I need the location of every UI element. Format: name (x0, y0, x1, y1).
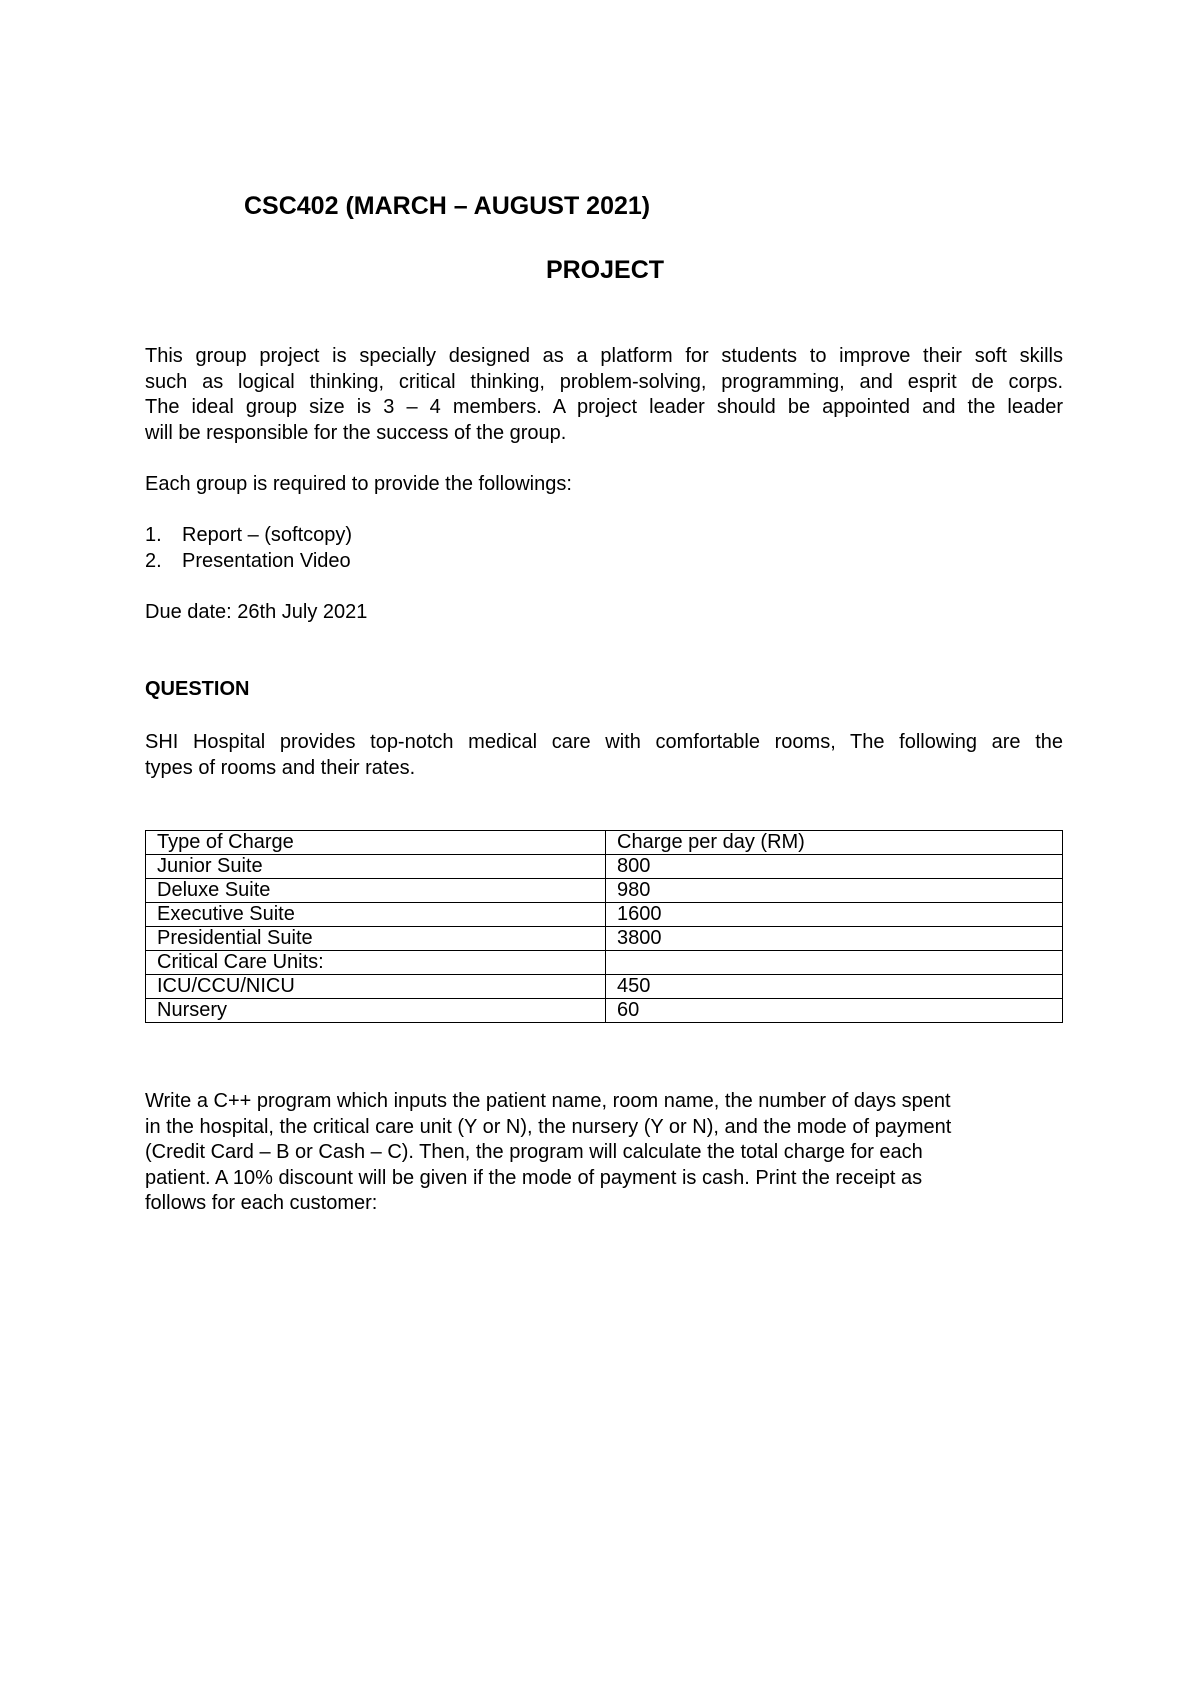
table-cell: 450 (606, 975, 1063, 999)
table-header-cell: Type of Charge (146, 831, 606, 855)
question-line: types of rooms and their rates. (145, 756, 416, 779)
table-row (146, 879, 1063, 903)
table-cell: 980 (606, 879, 1063, 903)
requirements-list (145, 523, 352, 574)
table-row (146, 975, 1063, 999)
table-header-cell: Charge per day (RM) (606, 831, 1063, 855)
table-cell: Critical Care Units: (146, 951, 606, 975)
table-cell: 60 (606, 999, 1063, 1023)
task-line: Write a C++ program which inputs the patient name, room name, the number of days spent (145, 1090, 951, 1112)
table-cell: Executive Suite (146, 903, 606, 927)
list-item (145, 523, 352, 549)
question-line: SHI Hospital provides top-notch medical care with comfortable rooms, The following are the (145, 731, 1063, 753)
task-line: (Credit Card – B or Cash – C). Then, the program will calculate the total charge for each (145, 1141, 923, 1163)
requirements-intro: Each group is required to provide the followings: (145, 473, 572, 495)
table-cell (606, 951, 1063, 975)
intro-line: will be responsible for the success of the group. (145, 421, 567, 444)
table-cell: Nursery (146, 999, 606, 1023)
table-cell: 3800 (606, 927, 1063, 951)
table-row (146, 903, 1063, 927)
intro-line: such as logical thinking, critical thinking, problem-solving, programming, and esprit de corps. (145, 370, 1063, 393)
document-title: CSC402 (MARCH – AUGUST 2021) (244, 192, 651, 220)
document-subtitle: PROJECT (545, 256, 665, 284)
question-heading: QUESTION (145, 678, 250, 700)
table-cell: Junior Suite (146, 855, 606, 879)
intro-line: This group project is specially designed as a platform for students to improve their soft skills (145, 345, 1063, 367)
table-row (146, 951, 1063, 975)
table-header-row (146, 831, 1063, 855)
table-cell: ICU/CCU/NICU (146, 975, 606, 999)
task-line: follows for each customer: (145, 1192, 378, 1214)
table-row (146, 999, 1063, 1023)
list-item (145, 549, 352, 575)
table-row (146, 855, 1063, 879)
list-item-text: Report – (softcopy) (182, 524, 353, 546)
intro-line: The ideal group size is 3 – 4 members. A project leader should be appointed and the leader (145, 396, 1063, 418)
rates-table (145, 830, 1063, 1023)
list-item-number: 2. (145, 549, 162, 572)
table-cell: Deluxe Suite (146, 879, 606, 903)
table-cell: 1600 (606, 903, 1063, 927)
due-date: Due date: 26th July 2021 (145, 601, 368, 623)
list-item-text: Presentation Video (182, 549, 351, 572)
task-paragraph (145, 1089, 1063, 1217)
task-line: in the hospital, the critical care unit (Y or N), the nursery (Y or N), and the mode of payment (145, 1115, 952, 1138)
intro-paragraph (145, 344, 1063, 446)
task-line: patient. A 10% discount will be given if the mode of payment is cash. Print the receipt as (145, 1166, 923, 1189)
question-paragraph (145, 730, 1063, 781)
table-row (146, 927, 1063, 951)
table-cell: 800 (606, 855, 1063, 879)
list-item-number: 1. (145, 524, 162, 546)
table-cell: Presidential Suite (146, 927, 606, 951)
